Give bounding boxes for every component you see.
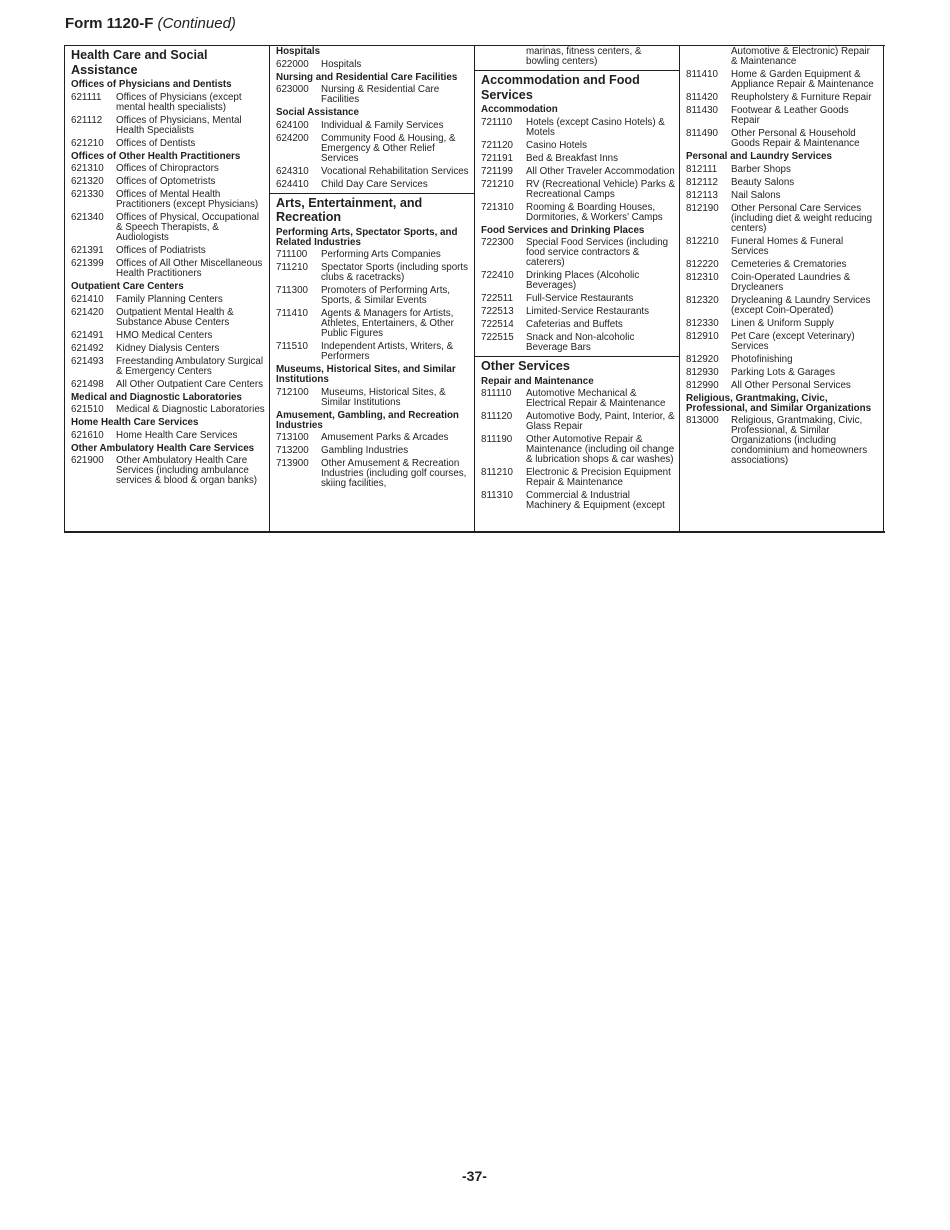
naics-description: Offices of Optometrists — [116, 176, 216, 187]
code-row — [481, 203, 675, 223]
code-row — [686, 93, 879, 103]
code-row — [71, 380, 265, 390]
code-row — [71, 93, 265, 113]
naics-description: Full-Service Restaurants — [526, 293, 634, 304]
code-row — [686, 260, 879, 270]
code-row — [481, 180, 675, 200]
naics-description: Hotels (except Casino Hotels) & Motels — [526, 116, 665, 138]
naics-code: 721120 — [481, 139, 513, 151]
code-row — [276, 85, 470, 105]
subsection-heading: Social Assistance — [276, 107, 359, 118]
naics-description: Commercial & Industrial Machinery & Equipment (except — [526, 490, 665, 511]
naics-code: 621498 — [71, 378, 104, 390]
code-row — [481, 333, 675, 353]
naics-description: Cafeterias and Buffets — [526, 319, 623, 330]
naics-description: All Other Personal Services — [731, 379, 851, 391]
naics-code: 721191 — [481, 152, 513, 164]
naics-description: Funeral Homes & Funeral Services — [731, 235, 844, 257]
code-row — [71, 259, 265, 279]
naics-description: Offices of Mental Health Practitioners (except Physicians) — [116, 189, 259, 210]
naics-description: Museums, Historical Sites, & Similar Institutions — [321, 386, 446, 408]
naics-description: Community Food & Housing, & Emergency & Other Relief Services — [321, 132, 456, 164]
naics-code: 711410 — [276, 308, 308, 319]
naics-description: All Other Outpatient Care Centers — [116, 378, 264, 390]
code-row — [71, 164, 265, 174]
code-row — [686, 319, 879, 329]
naics-code: 811310 — [481, 490, 513, 501]
naics-description: Automotive Body, Paint, Interior, & Glass Repair — [526, 411, 675, 432]
naics-description: Religious, Grantmaking, Civic, Professional, & Similar Organizations (including condominium and homeowners associations) — [731, 415, 868, 466]
naics-description: Freestanding Ambulatory Surgical & Emergency Centers — [116, 355, 264, 377]
naics-code: 713900 — [276, 458, 309, 469]
code-row — [71, 456, 265, 486]
code-row — [71, 177, 265, 187]
naics-code: 621310 — [71, 163, 104, 174]
naics-description: Hospitals — [321, 58, 362, 70]
code-row — [481, 167, 675, 177]
naics-description: Offices of Chiropractors — [116, 163, 219, 174]
naics-description: Home & Garden Equipment & Appliance Repair & Maintenance — [731, 69, 874, 90]
form-header — [65, 15, 236, 32]
naics-code: 812310 — [686, 271, 719, 283]
column-2 — [269, 46, 474, 531]
code-row — [686, 368, 879, 378]
naics-description: Snack and Non-alcoholic Beverage Bars — [526, 332, 635, 353]
naics-description: Automotive Mechanical & Electrical Repair & Maintenance — [526, 388, 666, 409]
code-row — [686, 106, 879, 126]
naics-code: 811430 — [686, 105, 718, 116]
subsection-heading: Repair and Maintenance — [481, 375, 594, 387]
code-row — [686, 237, 879, 257]
naics-code: 621112 — [71, 114, 103, 126]
naics-code: 621420 — [71, 306, 104, 318]
code-row — [481, 389, 675, 409]
naics-code: 812111 — [686, 163, 718, 175]
code-row — [276, 134, 470, 164]
code-row — [481, 435, 675, 465]
code-row — [686, 204, 879, 234]
subsection-heading: Outpatient Care Centers — [71, 281, 184, 292]
subsection-heading: Performing Arts, Spectator Sports, and Related Industries — [276, 226, 458, 248]
code-row — [481, 320, 675, 330]
naics-code-table — [64, 45, 885, 533]
naics-code: 722514 — [481, 319, 514, 330]
naics-code: 621900 — [71, 455, 104, 466]
naics-description: Home Health Care Services — [116, 429, 238, 441]
naics-code: 624410 — [276, 178, 309, 190]
naics-code: 721310 — [481, 201, 514, 213]
naics-code: 811410 — [686, 69, 718, 80]
naics-code: 621610 — [71, 429, 104, 441]
code-row — [276, 180, 470, 190]
naics-code: 812112 — [686, 176, 718, 188]
section-divider — [475, 70, 679, 71]
naics-code: 722511 — [481, 293, 513, 304]
continued-label: (Continued) — [157, 15, 236, 32]
naics-code: 721210 — [481, 178, 514, 190]
naics-description: Linen & Uniform Supply — [731, 317, 834, 329]
subsection-heading: Medical and Diagnostic Laboratories — [71, 391, 242, 403]
naics-code: 621493 — [71, 355, 104, 367]
naics-code: 621391 — [71, 245, 104, 256]
naics-code: 621210 — [71, 137, 104, 149]
naics-description: HMO Medical Centers — [116, 329, 213, 341]
naics-description: Barber Shops — [731, 163, 791, 175]
naics-description: Offices of Podiatrists — [116, 245, 206, 256]
code-row — [686, 129, 879, 149]
naics-code: 623000 — [276, 84, 309, 95]
code-row — [276, 309, 470, 339]
naics-code: 812330 — [686, 317, 719, 329]
subsection-heading: Museums, Historical Sites, and Similar Institutions — [276, 364, 456, 385]
subsection-heading: Personal and Laundry Services — [686, 151, 832, 162]
code-row — [71, 431, 265, 441]
naics-description: Special Food Services (including food service contractors & caterers) — [526, 237, 669, 268]
subsection-heading: Nursing and Residential Care Facilities — [276, 71, 458, 83]
naics-description: Independent Artists, Writers, & Performers — [321, 341, 454, 362]
code-row — [686, 355, 879, 365]
code-row — [686, 296, 879, 316]
code-row — [276, 121, 470, 131]
naics-code: 712100 — [276, 386, 309, 398]
subsection-heading: Other Ambulatory Health Care Services — [71, 442, 255, 454]
naics-description: Bed & Breakfast Inns — [526, 152, 619, 164]
code-row — [276, 286, 470, 306]
subsection-heading: Hospitals — [276, 46, 321, 57]
subsection-heading: Religious, Grantmaking, Civic, Professional, and Similar Organizations — [686, 392, 872, 414]
naics-description: Family Planning Centers — [116, 293, 223, 305]
subsection-heading: Home Health Care Services — [71, 417, 199, 428]
code-row — [686, 381, 879, 391]
code-row — [481, 238, 675, 268]
code-row — [71, 405, 265, 415]
naics-description: Offices of Physicians (except mental health specialists) — [116, 91, 242, 113]
section-divider — [270, 193, 474, 194]
code-row — [71, 344, 265, 354]
subsection-heading: Offices of Physicians and Dentists — [71, 79, 232, 90]
naics-description: Beauty Salons — [731, 176, 795, 188]
naics-code: 811110 — [481, 388, 512, 399]
code-row — [686, 70, 879, 90]
naics-description: Agents & Managers for Artists, Athletes, Entertainers, & Other Public Figures — [321, 308, 454, 339]
column-3 — [474, 46, 679, 531]
naics-description: Footwear & Leather Goods Repair — [731, 105, 849, 126]
naics-description: Other Amusement & Recreation Industries (including golf courses, skiing facilities, — [321, 458, 467, 489]
naics-description: Photofinishing — [731, 353, 793, 365]
section-heading: Arts, Entertainment, and Recreation — [276, 195, 423, 224]
naics-description: Coin-Operated Laundries & Drycleaners — [731, 271, 851, 293]
naics-code: 722513 — [481, 306, 514, 317]
naics-code: 812930 — [686, 366, 719, 378]
naics-description: Pet Care (except Veterinary) Services — [731, 330, 855, 352]
naics-description: RV (Recreational Vehicle) Parks & Recreational Camps — [526, 178, 676, 200]
naics-code: 621330 — [71, 189, 104, 200]
naics-description: Promoters of Performing Arts, Sports, & Similar Events — [321, 285, 451, 306]
naics-code: 812210 — [686, 235, 719, 247]
naics-description: Performing Arts Companies — [321, 249, 441, 260]
naics-description: Gambling Industries — [321, 445, 409, 456]
naics-description: Nursing & Residential Care Facilities — [321, 84, 440, 105]
naics-code: 812220 — [686, 258, 719, 270]
code-row — [276, 446, 470, 456]
naics-description: Cemeteries & Crematories — [731, 258, 847, 270]
naics-code: 722410 — [481, 270, 514, 281]
code-row — [276, 342, 470, 362]
naics-code: 811490 — [686, 128, 718, 139]
code-row — [71, 213, 265, 243]
naics-description: Spectator Sports (including sports clubs & racetracks) — [321, 262, 469, 283]
code-row — [481, 307, 675, 317]
naics-code: 621320 — [71, 176, 104, 187]
naics-description: Limited-Service Restaurants — [526, 306, 650, 317]
naics-code: 711300 — [276, 285, 308, 296]
code-row — [71, 139, 265, 149]
naics-code: 721199 — [481, 165, 513, 177]
naics-code: 621491 — [71, 329, 104, 341]
naics-description: Offices of Physical, Occupational & Speech Therapists, & Audiologists — [116, 212, 260, 243]
naics-description: Nail Salons — [731, 189, 781, 201]
naics-code: 811420 — [686, 92, 718, 103]
code-row — [686, 416, 879, 466]
code-row — [276, 250, 470, 260]
naics-description: Offices of All Other Miscellaneous Health Practitioners — [116, 258, 263, 279]
naics-code: 713200 — [276, 445, 309, 456]
code-row — [686, 178, 879, 188]
naics-code: 711210 — [276, 262, 308, 273]
naics-description: Amusement Parks & Arcades — [321, 432, 449, 443]
naics-code: 711100 — [276, 249, 308, 260]
naics-code: 721110 — [481, 116, 513, 128]
naics-code: 813000 — [686, 415, 719, 426]
naics-code: 812920 — [686, 353, 719, 365]
naics-code: 622000 — [276, 58, 309, 70]
section-heading: Accommodation and Food Services — [481, 73, 640, 102]
code-row — [276, 60, 470, 70]
code-row — [686, 332, 879, 352]
naics-description: Child Day Care Services — [321, 178, 428, 190]
code-row — [481, 141, 675, 151]
naics-code: 621492 — [71, 342, 104, 354]
code-row — [481, 118, 675, 138]
naics-description: Individual & Family Services — [321, 119, 444, 131]
naics-description: Electronic & Precision Equipment Repair & Maintenance — [526, 467, 671, 488]
naics-code: 812990 — [686, 379, 719, 391]
continued-description: marinas, fitness centers, & bowling centers) — [526, 46, 642, 67]
naics-description: Casino Hotels — [526, 139, 587, 151]
continued-description: Automotive & Electronic) Repair & Maintenance — [731, 46, 870, 67]
naics-code: 624100 — [276, 119, 309, 131]
code-row — [276, 459, 470, 489]
code-row — [71, 190, 265, 210]
naics-code: 711510 — [276, 341, 308, 352]
naics-description: Vocational Rehabilitation Services — [321, 165, 469, 177]
code-row — [71, 331, 265, 341]
naics-code: 621340 — [71, 212, 104, 223]
naics-code: 621510 — [71, 404, 104, 415]
naics-code: 621410 — [71, 293, 104, 305]
code-row — [686, 273, 879, 293]
naics-description: Offices of Dentists — [116, 137, 196, 149]
code-row — [71, 357, 265, 377]
code-row — [276, 433, 470, 443]
naics-code: 811120 — [481, 411, 513, 422]
naics-description: Kidney Dialysis Centers — [116, 342, 220, 354]
naics-description: Drinking Places (Alcoholic Beverages) — [526, 270, 640, 291]
code-row — [686, 191, 879, 201]
naics-code: 624310 — [276, 165, 309, 177]
naics-description: Medical & Diagnostic Laboratories — [116, 404, 265, 415]
page-number: -37- — [462, 1168, 487, 1184]
code-row — [481, 294, 675, 304]
naics-description: Reupholstery & Furniture Repair — [731, 92, 872, 103]
code-row — [276, 388, 470, 408]
naics-code: 812113 — [686, 189, 718, 201]
naics-code: 812190 — [686, 202, 719, 214]
naics-description: Offices of Physicians, Mental Health Specialists — [116, 114, 242, 136]
code-row — [71, 246, 265, 256]
column-4 — [679, 46, 884, 531]
naics-description: Other Automotive Repair & Maintenance (including oil change & lubrication shops & car washes) — [526, 434, 675, 465]
section-divider — [475, 356, 679, 357]
code-row — [481, 412, 675, 432]
code-row — [71, 308, 265, 328]
code-row — [481, 491, 675, 511]
naics-code: 812910 — [686, 330, 719, 342]
naics-code: 621399 — [71, 258, 104, 269]
naics-code: 722300 — [481, 237, 514, 248]
form-title: Form 1120-F — [65, 15, 154, 32]
naics-code: 713100 — [276, 432, 309, 443]
naics-description: Drycleaning & Laundry Services (except Coin-Operated) — [731, 294, 871, 316]
column-1 — [64, 46, 269, 531]
naics-description: Outpatient Mental Health & Substance Abuse Centers — [116, 306, 234, 328]
code-row — [481, 271, 675, 291]
naics-description: Other Ambulatory Health Care Services (including ambulance services & blood & organ banks) — [116, 455, 258, 486]
naics-description: Other Personal Care Services (including diet & weight reducing centers) — [731, 202, 873, 234]
naics-code: 812320 — [686, 294, 719, 306]
code-row — [71, 116, 265, 136]
subsection-heading: Amusement, Gambling, and Recreation Industries — [276, 409, 459, 431]
code-row — [686, 165, 879, 175]
naics-description: Rooming & Boarding Houses, Dormitories, & Workers' Camps — [526, 201, 663, 223]
code-row — [276, 263, 470, 283]
section-heading: Other Services — [481, 359, 570, 373]
naics-code: 811210 — [481, 467, 513, 478]
code-row — [481, 468, 675, 488]
subsection-heading: Food Services and Drinking Places — [481, 224, 645, 236]
naics-code: 811190 — [481, 434, 513, 445]
code-row — [71, 295, 265, 305]
naics-code: 621111 — [71, 91, 102, 103]
code-row — [481, 154, 675, 164]
naics-description: All Other Traveler Accommodation — [526, 165, 675, 177]
naics-code: 722515 — [481, 332, 514, 343]
subsection-heading: Accommodation — [481, 104, 558, 115]
naics-description: Other Personal & Household Goods Repair & Maintenance — [731, 128, 860, 149]
code-row — [276, 167, 470, 177]
naics-description: Parking Lots & Garages — [731, 366, 836, 378]
subsection-heading: Offices of Other Health Practitioners — [71, 150, 241, 162]
naics-code: 624200 — [276, 132, 309, 144]
section-heading: Health Care and Social Assistance — [71, 48, 208, 77]
